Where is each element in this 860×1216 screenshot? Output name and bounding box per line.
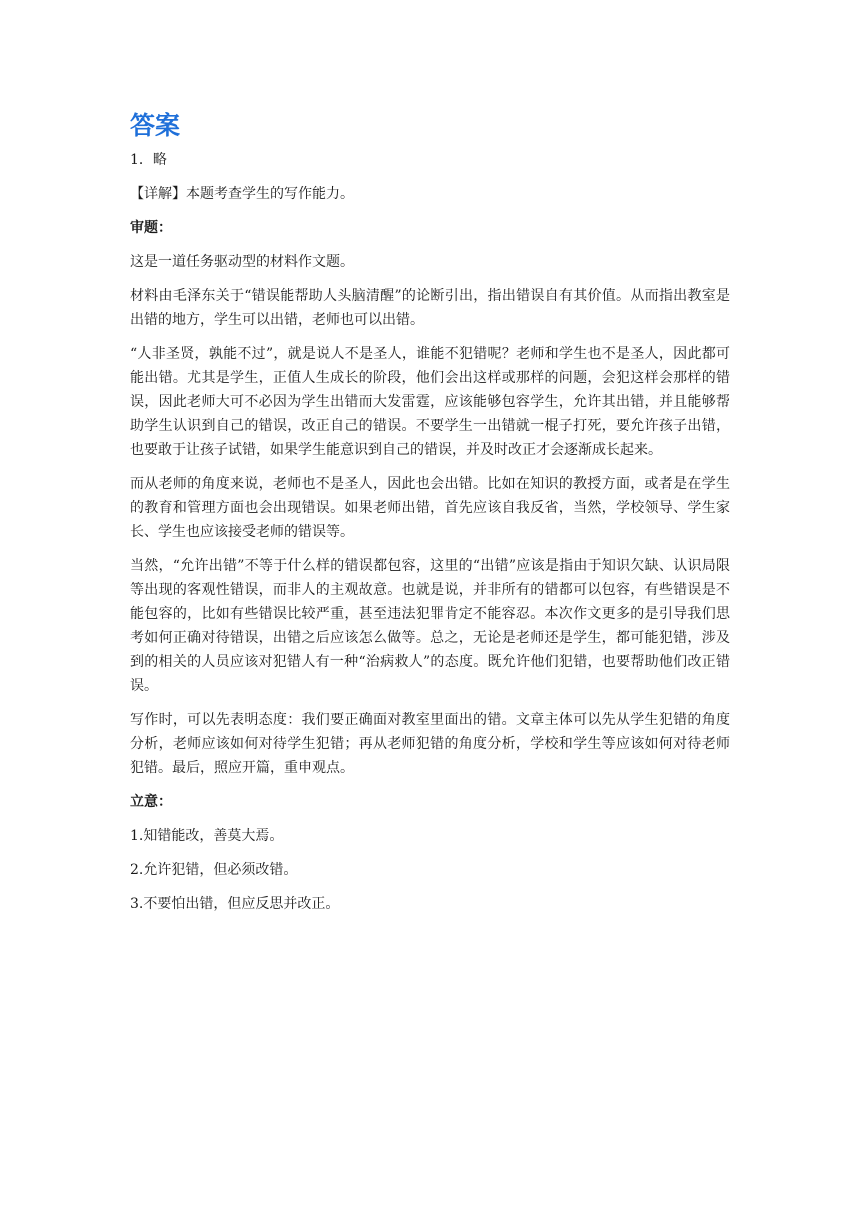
shenti-paragraph: 写作时，可以先表明态度：我们要正确面对教室里面出的错。文章主体可以先从学生犯错的角度分析，老师应该如何对待学生犯错；再从老师犯错的角度分析，学校和学生等应该如何对待老师犯错。最后，照应开篇，重申观点。 bbox=[130, 712, 730, 776]
section-heading-shenti: 审题： bbox=[130, 220, 172, 236]
shenti-paragraph: “人非圣贤，孰能不过”，就是说人不是圣人，谁能不犯错呢？老师和学生也不是圣人，因此都可能出错。尤其是学生，正值人生成长的阶段，他们会出这样或那样的问题，会犯这样会那样的错误，因此老师大可不必因为学生出错而大发雷霆，应该能够包容学生，允许其出错，并且能够帮助学生认识到自己的错误，改正自己的错误。不要学生一出错就一棍子打死，要允许孩子出错，也要敢于让孩子试错，如果学生能意识到自己的错误，并及时改正才会逐渐成长起来。 bbox=[130, 346, 730, 458]
detail-line: 【详解】本题考查学生的写作能力。 bbox=[130, 186, 354, 202]
document-page bbox=[130, 108, 730, 916]
page-title: 答案 bbox=[130, 111, 181, 140]
shenti-paragraph: 而从老师的角度来说，老师也不是圣人，因此也会出错。比如在知识的教授方面，或者是在学生的教育和管理方面也会出现错误。如果老师出错，首先应该自我反省，当然，学校领导、学生家长、学生也应该接受老师的错误等。 bbox=[130, 476, 730, 540]
liyi-item: 3.不要怕出错，但应反思并改正。 bbox=[130, 896, 340, 912]
shenti-paragraph: 材料由毛泽东关于“错误能帮助人头脑清醒”的论断引出，指出错误自有其价值。从而指出教室是出错的地方，学生可以出错，老师也可以出错。 bbox=[130, 288, 730, 328]
liyi-item: 1.知错能改，善莫大焉。 bbox=[130, 828, 284, 844]
shenti-paragraph: 这是一道任务驱动型的材料作文题。 bbox=[130, 254, 354, 270]
shenti-paragraph: 当然，“允许出错”不等于什么样的错误都包容，这里的“出错”应该是指由于知识欠缺、认识局限等出现的客观性错误，而非人的主观故意。也就是说，并非所有的错都可以包容，有些错误是不能包容的，比如有些错误比较严重，甚至违法犯罪肯定不能容忍。本次作文更多的是引导我们思考如何正确对待错误，出错之后应该怎么做等。总之，无论是老师还是学生，都可能犯错，涉及到的相关的人员应该对犯错人有一种“治病救人”的态度。既允许他们犯错，也要帮助他们改正错误。 bbox=[130, 558, 730, 694]
question-number: 1．略 bbox=[130, 152, 167, 168]
liyi-item: 2.允许犯错，但必须改错。 bbox=[130, 862, 298, 878]
section-heading-liyi: 立意： bbox=[130, 794, 172, 810]
